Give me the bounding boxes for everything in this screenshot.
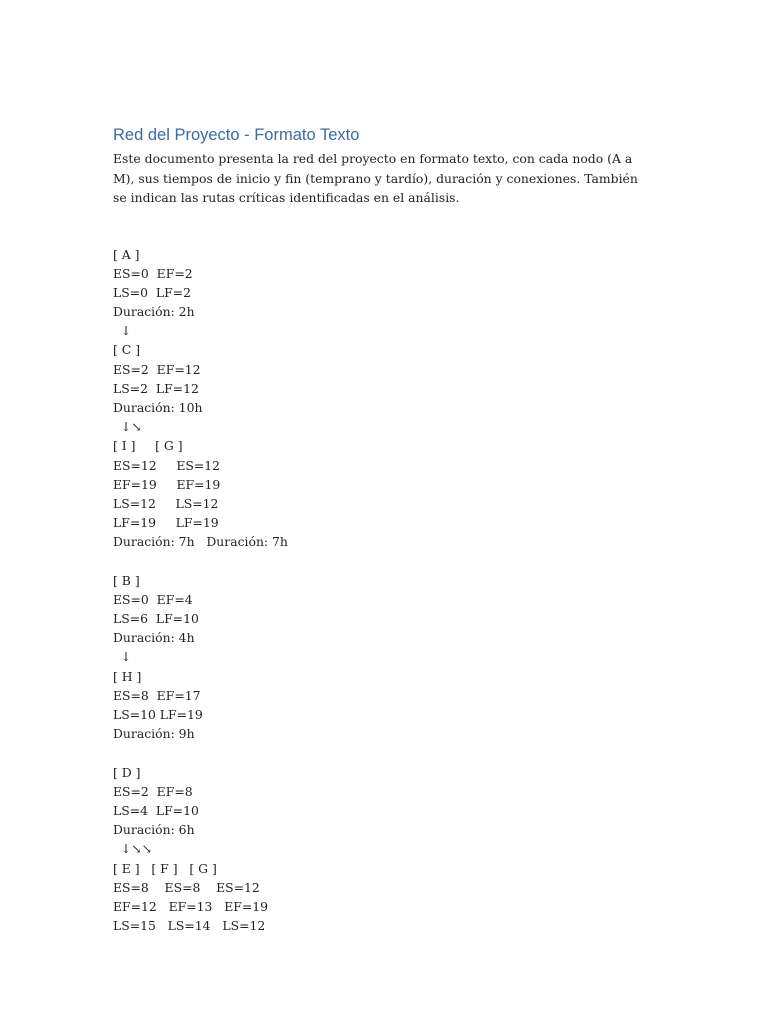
network-line: LS=2 LF=12 [113, 380, 199, 396]
network-line: Duración: 6h [113, 822, 195, 838]
network-line: EF=12 EF=13 EF=19 [113, 898, 269, 914]
document-page [113, 124, 653, 935]
document-title: Red del Proyecto - Formato Texto [113, 126, 360, 144]
network-line: [ I ] [ G ] [113, 438, 183, 454]
network-line: [ B ] [113, 572, 140, 588]
network-arrow: ↓ [113, 649, 132, 665]
network-line: LS=15 LS=14 LS=12 [113, 918, 266, 934]
network-block-a-c-i-g [113, 245, 653, 552]
network-line: LF=19 LF=19 [113, 515, 219, 531]
network-block-d-e-f-g [113, 763, 653, 936]
network-line: ES=12 ES=12 [113, 457, 221, 473]
network-line: Duración: 9h [113, 726, 195, 742]
document-intro: Este documento presenta la red del proyecto en formato texto, con cada nodo (A a M), sus tiempos de inicio y fin (temprano y tardío), duración y conexiones. También se indican las rutas críticas identificadas en el análisis. [113, 151, 638, 205]
network-line: EF=19 EF=19 [113, 476, 221, 492]
network-line: ES=2 EF=8 [113, 783, 193, 799]
network-arrow: ↓↘ [113, 419, 142, 435]
network-line: LS=0 LF=2 [113, 284, 191, 300]
network-line: [ E ] [ F ] [ G ] [113, 860, 217, 876]
network-line: Duración: 10h [113, 400, 203, 415]
network-line: ES=8 ES=8 ES=12 [113, 879, 260, 895]
network-line: LS=12 LS=12 [113, 495, 219, 511]
network-arrow: ↓↘↘ [113, 841, 153, 857]
project-network [113, 245, 653, 936]
network-line: [ H ] [113, 668, 142, 684]
network-block-b-h [113, 571, 653, 744]
network-line: LS=10 LF=19 [113, 707, 203, 722]
block-spacer [113, 743, 653, 762]
network-line: ES=8 EF=17 [113, 687, 201, 703]
network-line: Duración: 2h [113, 304, 195, 320]
network-line: [ D ] [113, 764, 141, 780]
network-line: Duración: 7h Duración: 7h [113, 534, 288, 550]
network-line: LS=4 LF=10 [113, 802, 199, 818]
network-line: ES=2 EF=12 [113, 361, 201, 377]
network-line: Duración: 4h [113, 630, 195, 646]
network-line: [ A ] [113, 246, 140, 262]
network-arrow: ↓ [113, 323, 132, 339]
block-spacer [113, 552, 653, 571]
network-line: ES=0 EF=2 [113, 265, 193, 281]
network-line: ES=0 EF=4 [113, 591, 193, 607]
network-line: [ C ] [113, 342, 141, 358]
network-line: LS=6 LF=10 [113, 611, 199, 627]
